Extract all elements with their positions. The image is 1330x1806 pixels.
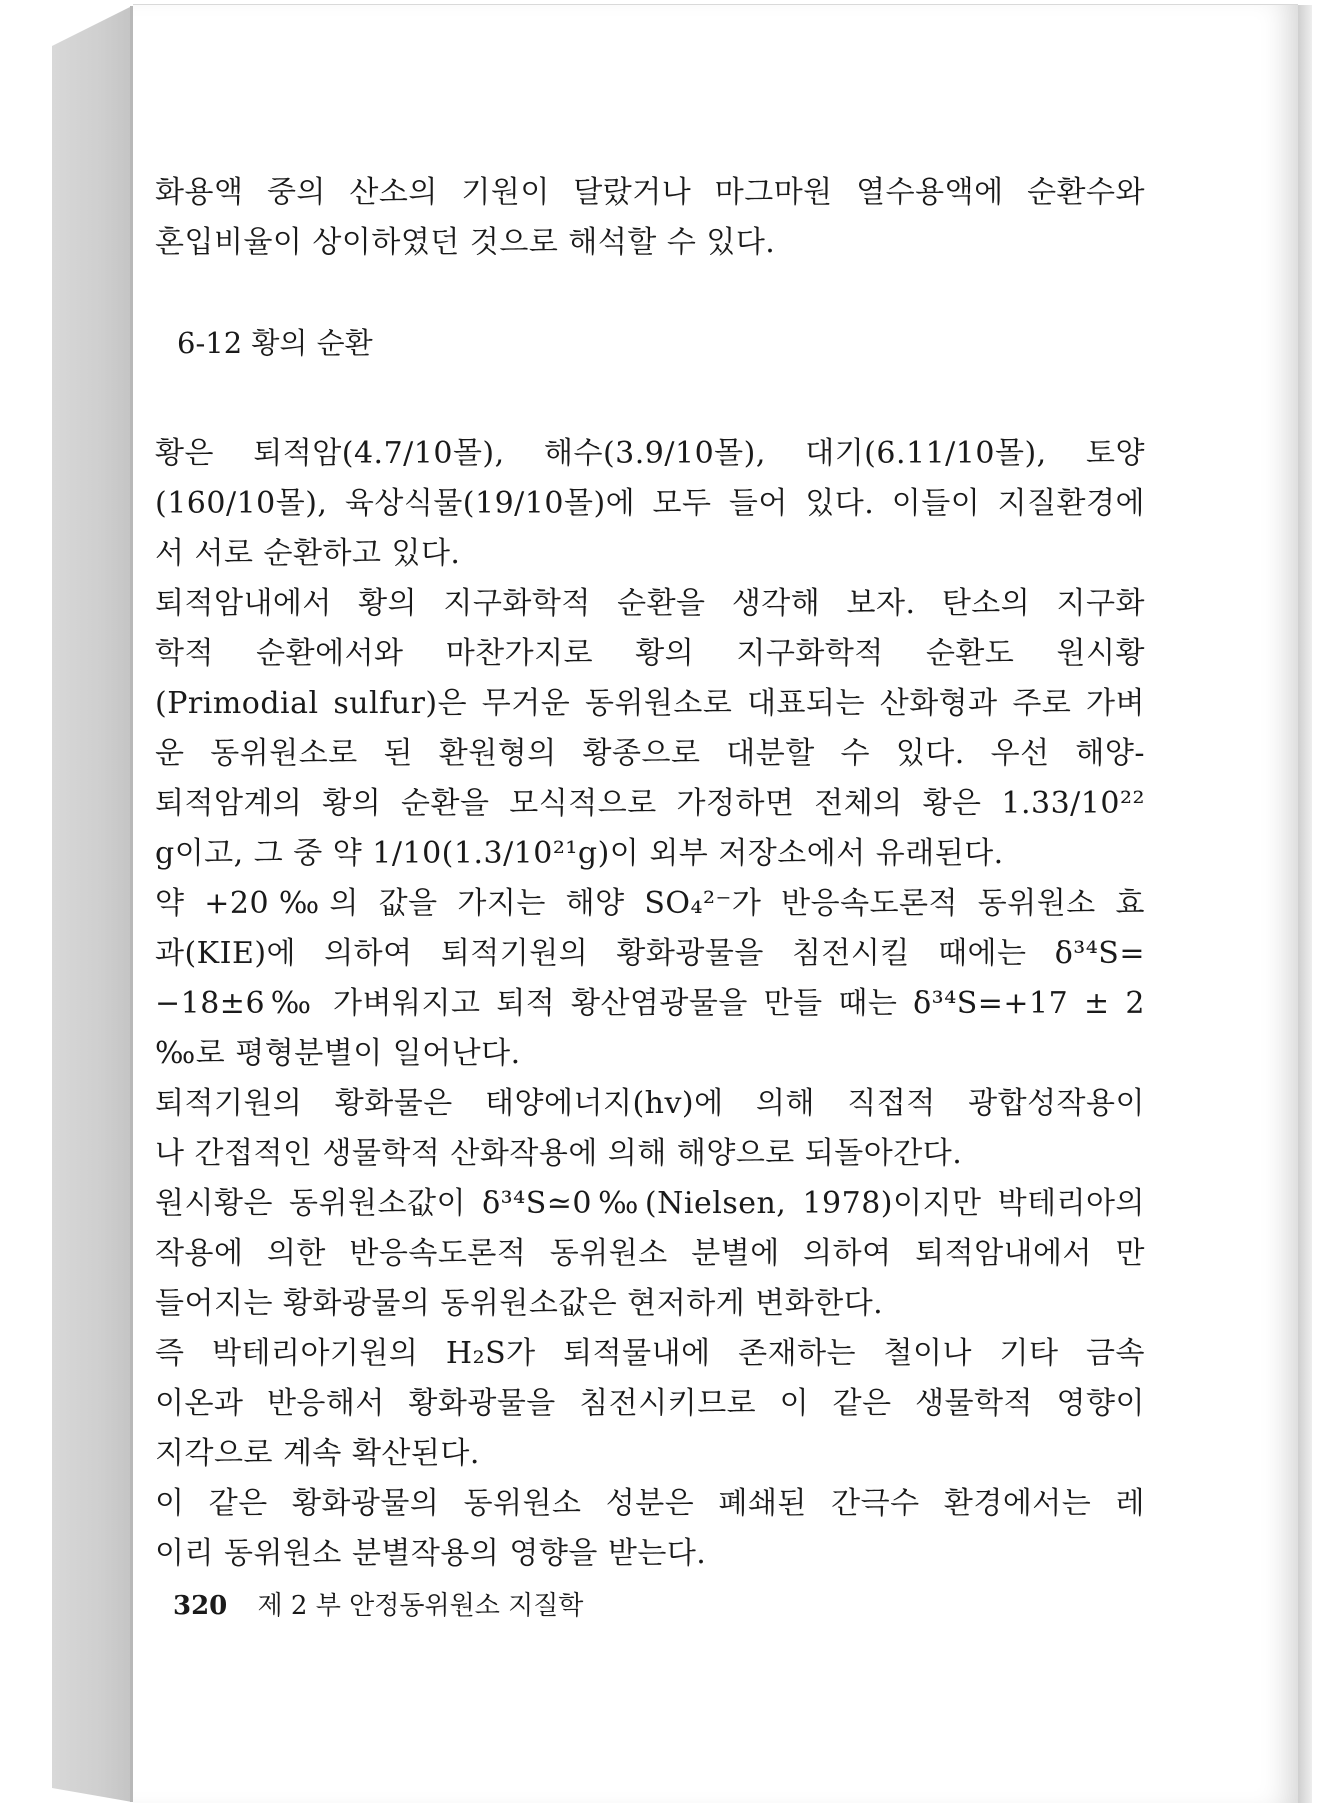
text-line: 과(KIE)에 의하여 퇴적기원의 황화광물을 침전시킬 때에는 δ³⁴S= xyxy=(155,936,1145,971)
text-line: 이온과 반응해서 황화광물을 침전시키므로 이 같은 생물학적 영향이 xyxy=(155,1386,1145,1421)
text-line: ‰로 평형분별이 일어난다. xyxy=(155,1036,521,1071)
page-number: 320 xyxy=(173,1591,228,1621)
text-line: 서 서로 순환하고 있다. xyxy=(155,536,461,571)
text-line: 지각으로 계속 확산된다. xyxy=(155,1436,480,1471)
text-line: 퇴적암내에서 황의 지구화학적 순환을 생각해 보자. 탄소의 지구화 xyxy=(155,586,1145,621)
text-line: g이고, 그 중 약 1/10(1.3/10²¹g)이 외부 저장소에서 유래된다. xyxy=(155,836,1004,871)
book-spine xyxy=(52,6,132,1802)
text-line: 황은 퇴적암(4.7/10몰), 해수(3.9/10몰), 대기(6.11/10몰), 토양 xyxy=(155,436,1145,471)
text-line: 화용액 중의 산소의 기원이 달랐거나 마그마원 열수용액에 순환수와 xyxy=(155,175,1145,210)
text-line: 혼입비율이 상이하였던 것으로 해석할 수 있다. xyxy=(155,225,776,260)
text-line: 나 간접적인 생물학적 산화작용에 의해 해양으로 되돌아간다. xyxy=(155,1136,963,1171)
page-edge-shade xyxy=(1298,5,1312,1803)
page-text xyxy=(155,168,1145,1579)
text-line: 이 같은 황화광물의 동위원소 성분은 폐쇄된 간극수 환경에서는 레 xyxy=(155,1486,1145,1521)
text-line: 운 동위원소로 된 환원형의 황종으로 대분할 수 있다. 우선 해양- xyxy=(155,736,1145,771)
section-heading: 6-12 황의 순환 xyxy=(177,326,373,360)
text-line: 작용에 의한 반응속도론적 동위원소 분별에 의하여 퇴적암내에서 만 xyxy=(155,1236,1145,1271)
text-line: 이리 동위원소 분별작용의 영향을 받는다. xyxy=(155,1536,707,1571)
text-line: (160/10몰), 육상식물(19/10몰)에 모두 들어 있다. 이들이 지질환경에 xyxy=(155,486,1145,521)
text-line: 퇴적기원의 황화물은 태양에너지(hv)에 의해 직접적 광합성작용이 xyxy=(155,1086,1145,1121)
spacer xyxy=(155,268,1145,323)
text-line: (Primodial sulfur)은 무거운 동위원소로 대표되는 산화형과 주로 가벼 xyxy=(155,686,1145,721)
text-line: −18±6‰ 가벼워지고 퇴적 황산염광물을 만들 때는 δ³⁴S=+17 ± 2 xyxy=(155,986,1145,1021)
running-title: 제 2 부 안정동위원소 지질학 xyxy=(257,1591,584,1621)
spacer xyxy=(155,363,1145,429)
text-line: 즉 박테리아기원의 H₂S가 퇴적물내에 존재하는 철이나 기타 금속 xyxy=(155,1336,1145,1371)
text-line: 원시황은 동위원소값이 δ³⁴S≃0‰(Nielsen, 1978)이지만 박테리아의 xyxy=(155,1186,1145,1221)
page-footer xyxy=(173,1588,583,1624)
text-line: 퇴적암계의 황의 순환을 모식적으로 가정하면 전체의 황은 1.33/10²² xyxy=(155,786,1145,821)
text-line: 약 +20‰의 값을 가지는 해양 SO₄²⁻가 반응속도론적 동위원소 효 xyxy=(155,886,1145,921)
text-line: 들어지는 황화광물의 동위원소값은 현저하게 변화한다. xyxy=(155,1286,884,1321)
text-line: 학적 순환에서와 마찬가지로 황의 지구화학적 순환도 원시황 xyxy=(155,636,1145,671)
